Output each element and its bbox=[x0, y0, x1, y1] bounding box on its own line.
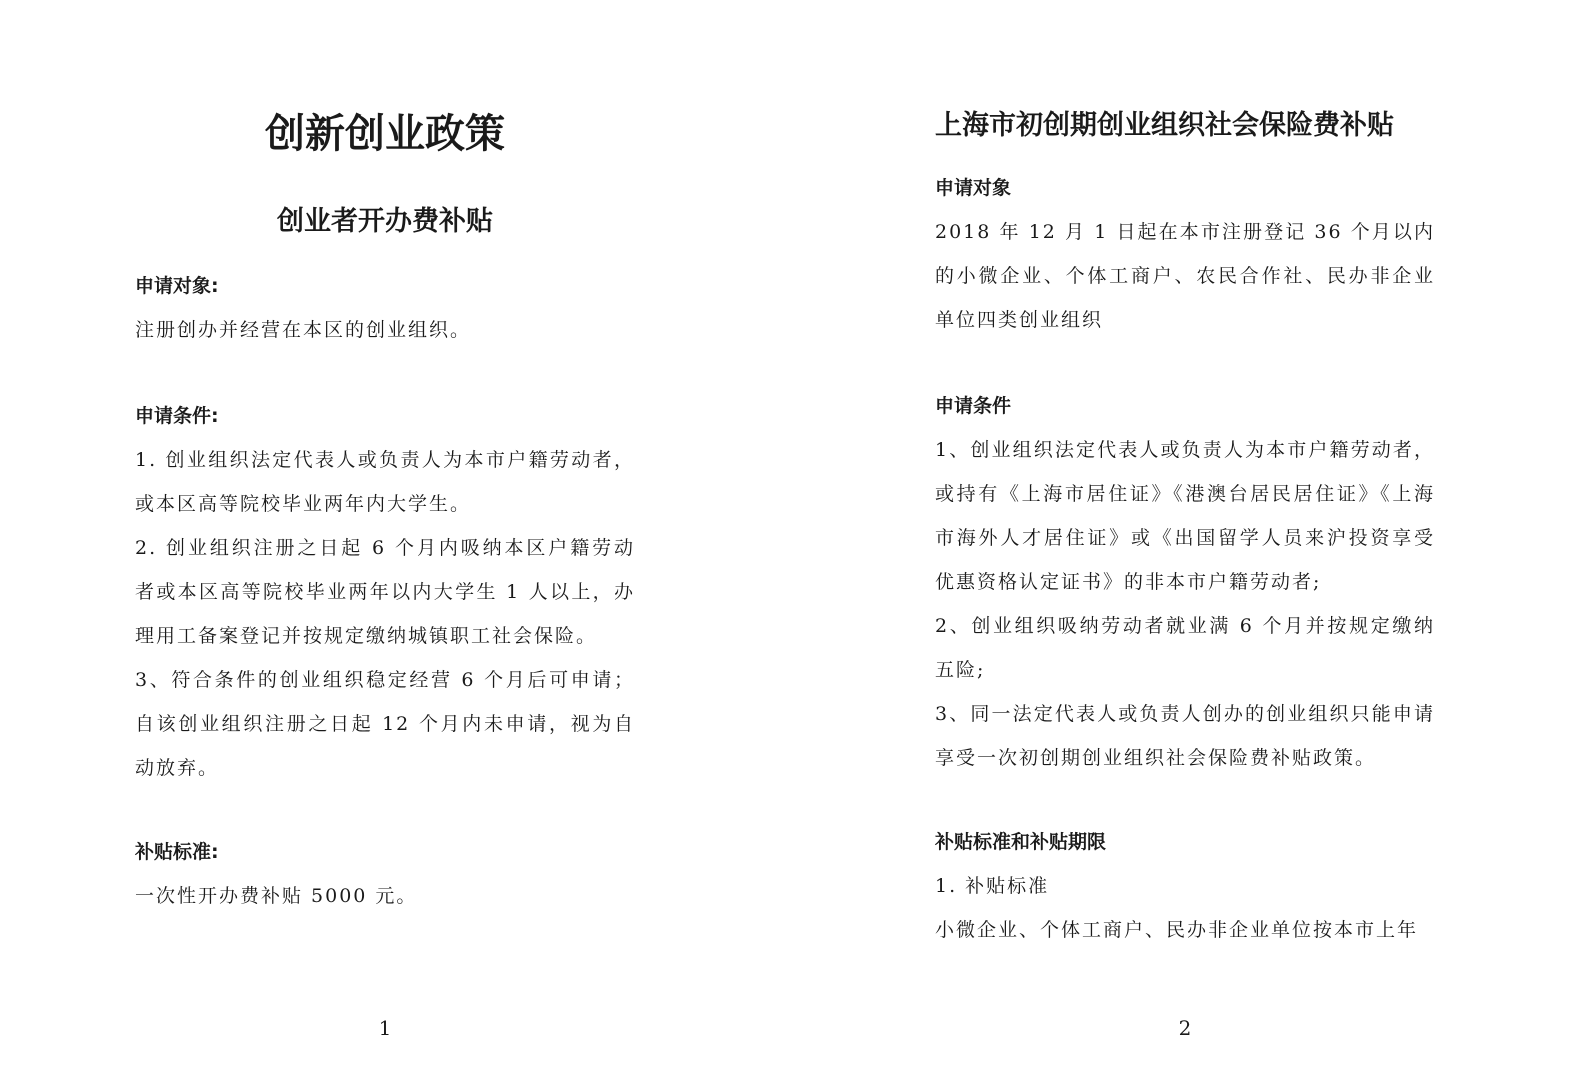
paragraph: 注册创办并经营在本区的创业组织。 bbox=[135, 319, 472, 341]
section-conditions bbox=[935, 384, 1435, 780]
paragraph: 一次性开办费补贴 5000 元。 bbox=[135, 885, 418, 907]
section-applicants bbox=[935, 166, 1435, 342]
page-number: 1 bbox=[378, 1016, 392, 1040]
paragraph: 3、同一法定代表人或负责人创办的创业组织只能申请享受一次初创期创业组织社会保险费补贴政策。 bbox=[935, 703, 1435, 769]
section-standard bbox=[135, 830, 635, 918]
section-heading: 申请对象: bbox=[135, 275, 219, 297]
paragraph: 2018 年 12 月 1 日起在本市注册登记 36 个月以内的小微企业、个体工商户、农民合作社、民办非企业单位四类创业组织 bbox=[935, 221, 1435, 331]
section-heading: 申请条件: bbox=[135, 405, 219, 427]
paragraph: 1. 创业组织法定代表人或负责人为本市户籍劳动者，或本区高等院校毕业两年内大学生。 bbox=[135, 449, 635, 515]
page-number: 2 bbox=[1178, 1016, 1192, 1040]
page-title: 上海市初创期创业组织社会保险费补贴 bbox=[935, 110, 1394, 141]
section-heading: 补贴标准: bbox=[135, 841, 219, 863]
section-heading: 申请对象 bbox=[935, 177, 1012, 199]
section-conditions bbox=[135, 394, 635, 790]
page-title: 创新创业政策 bbox=[265, 111, 505, 157]
paragraph: 1. 补贴标准 bbox=[935, 875, 1050, 897]
paragraph: 1、创业组织法定代表人或负责人为本市户籍劳动者，或持有《上海市居住证》《港澳台居民居住证》《上海市海外人才居住证》或《出国留学人员来沪投资享受优惠资格认定证书》的非本市户籍劳动者; bbox=[935, 439, 1435, 593]
paragraph: 2、创业组织吸纳劳动者就业满 6 个月并按规定缴纳五险; bbox=[935, 615, 1435, 681]
page-right bbox=[791, 0, 1583, 1092]
paragraph: 小微企业、个体工商户、民办非企业单位按本市上年 bbox=[935, 919, 1419, 941]
section-heading: 申请条件 bbox=[935, 395, 1012, 417]
paragraph: 2. 创业组织注册之日起 6 个月内吸纳本区户籍劳动者或本区高等院校毕业两年以内大学生 1 人以上，办理用工备案登记并按规定缴纳城镇职工社会保险。 bbox=[135, 537, 635, 647]
section-applicants bbox=[135, 264, 635, 352]
section-standard-period bbox=[935, 820, 1435, 952]
section-heading: 补贴标准和补贴期限 bbox=[935, 831, 1107, 853]
page-left bbox=[0, 0, 791, 1092]
paragraph: 3、符合条件的创业组织稳定经营 6 个月后可申请；自该创业组织注册之日起 12 个月内未申请，视为自动放弃。 bbox=[135, 669, 635, 779]
section-title: 创业者开办费补贴 bbox=[277, 206, 493, 237]
